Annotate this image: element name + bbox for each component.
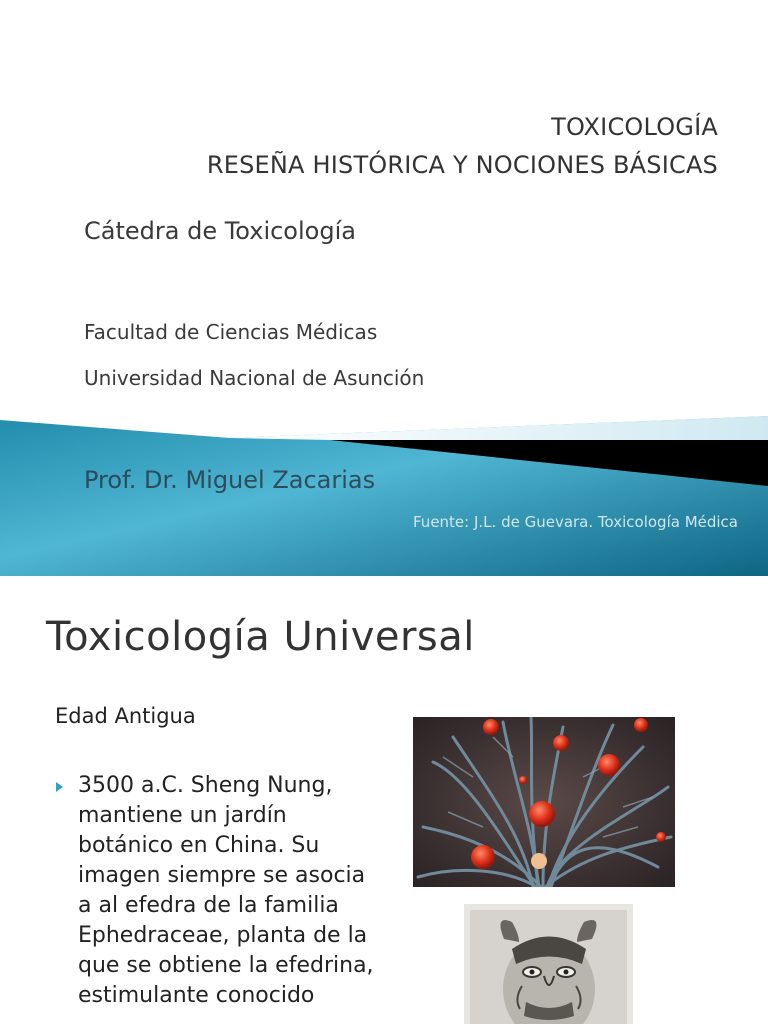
ephedra-plant-photo xyxy=(413,717,675,887)
slide-title: Toxicología Universal xyxy=(46,614,475,660)
source-note: Fuente: J.L. de Guevara. Toxicología Médica xyxy=(413,513,738,531)
section-heading: Edad Antigua xyxy=(55,704,196,728)
sheng-nung-portrait xyxy=(464,904,633,1024)
slide-title xyxy=(207,108,718,184)
faculty-line: Facultad de Ciencias Médicas xyxy=(84,320,378,344)
slide-subtitle: Cátedra de Toxicología xyxy=(84,217,356,245)
content-slide xyxy=(0,576,768,1024)
bullet-arrow-icon xyxy=(56,782,63,792)
university-line: Universidad Nacional de Asunción xyxy=(84,366,425,390)
bullet-item: 3500 a.C. Sheng Nung, mantiene un jardín botánico en China. Su imagen siempre se asocia a al efedra de la familia Ephedraceae, planta de la que se obtiene la efedrina, estimulante conocido xyxy=(78,773,374,1008)
professor-name: Prof. Dr. Miguel Zacarias xyxy=(84,466,376,494)
title-line-2: RESEÑA HISTÓRICA Y NOCIONES BÁSICAS xyxy=(206,151,718,179)
title-line-1: TOXICOLOGÍA xyxy=(551,113,718,141)
